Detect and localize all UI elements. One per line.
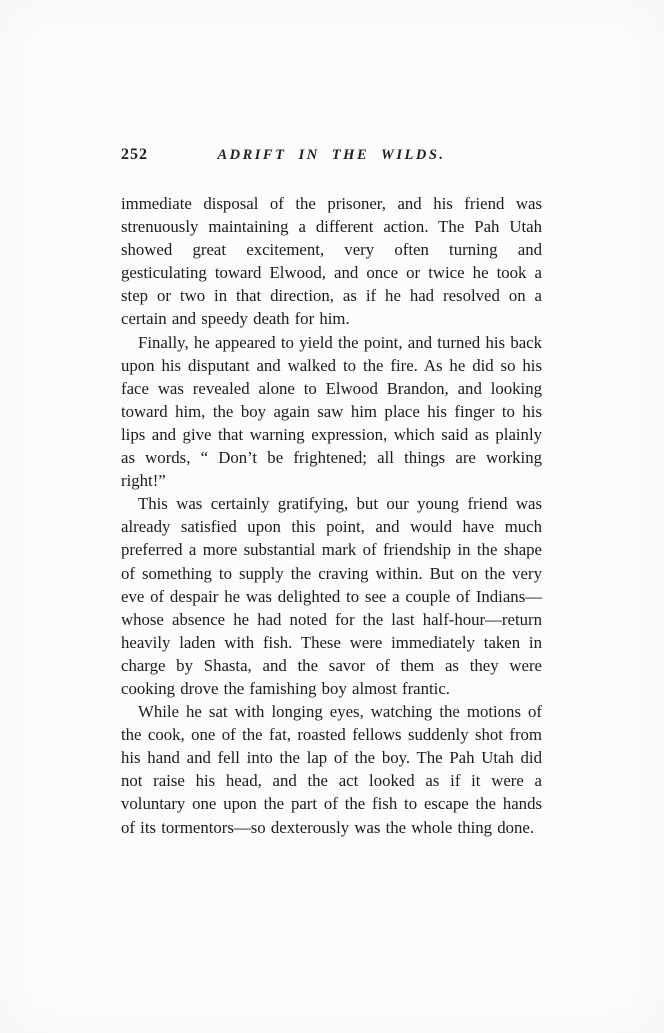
paragraph-2: Finally, he appeared to yield the point, and turned his back upon his disputant and walked to the fire. As he did so his face was revealed alone to Elwood Brandon, and looking toward him, the boy again saw him place his finger to his lips and give that warning expression, which said as plainly as words, “ Don’t be frightened; all things are working right!” [121, 332, 542, 491]
body-text [121, 192, 542, 839]
page-number: 252 [121, 146, 148, 163]
paragraph-3: This was certainly gratifying, but our young friend was already satisfied upon this point, and would have much preferred a more substantial mark of friendship in the shape of something to supply the craving within. But on the very eve of despair he was delighted to see a couple of Indians—whose absence he had noted for the last half-hour—return heavily laden with fish. These were immediately taken in charge by Shasta, and the savor of them as they were cooking drove the famishing boy almost frantic. [121, 494, 542, 698]
page-header [121, 146, 542, 170]
running-header-title: ADRIFT IN THE WILDS. [217, 147, 446, 163]
paragraph-1: immediate disposal of the prisoner, and his friend was strenuously maintaining a different action. The Pah Utah showed great excitement, very often turning and gesticulating toward Elwood, and once or twice he took a step or two in that direction, as if he had resolved on a certain and speedy death for him. [121, 194, 542, 329]
page-content [121, 146, 542, 839]
paragraph-4: While he sat with longing eyes, watching the motions of the cook, one of the fat, roasted fellows suddenly shot from his hand and fell into the lap of the boy. The Pah Utah did not raise his head, and the act looked as if it were a voluntary one upon the part of the fish to escape the hands of its tormentors—so dexterously was the whole thing done. [121, 702, 542, 837]
